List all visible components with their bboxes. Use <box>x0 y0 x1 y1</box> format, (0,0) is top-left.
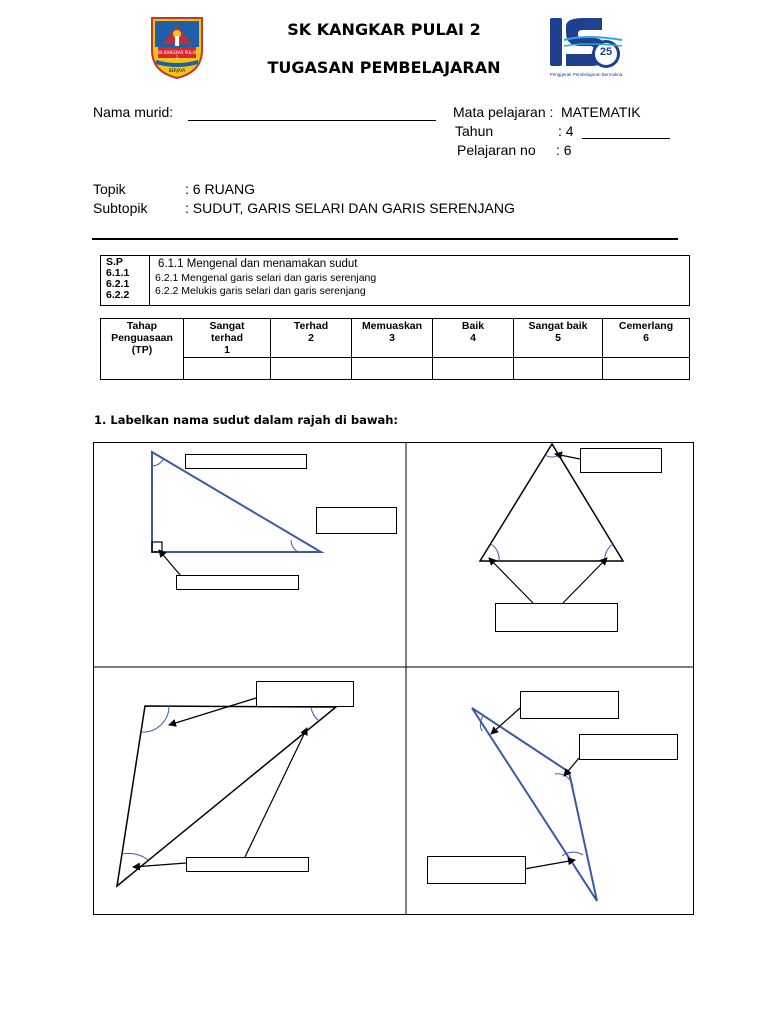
tp-level-2: Terhad 2 <box>271 319 352 358</box>
tp-level-5: Sangat baik 5 <box>514 319 603 358</box>
lesson-label: Pelajaran no <box>457 142 536 158</box>
subtopic-value: : SUDUT, GARIS SELARI DAN GARIS SERENJANG <box>185 200 515 216</box>
answer-box-1b-base[interactable] <box>495 603 618 632</box>
angle-arc-top-right <box>311 707 319 721</box>
sp-codes-cell: S.P 6.1.1 6.2.1 6.2.2 <box>101 256 150 306</box>
tp-level-6: Cemerlang 6 <box>603 319 690 358</box>
arrow-base-left <box>489 558 533 603</box>
tp-mark-5[interactable] <box>514 358 603 380</box>
topic-label: Topik <box>93 181 126 197</box>
lesson-value: : 6 <box>556 142 572 158</box>
answer-box-1d-middle[interactable] <box>579 734 678 760</box>
subject-label: Mata pelajaran : <box>453 104 554 120</box>
year-input-line[interactable] <box>582 138 670 139</box>
answer-box-1c-top[interactable] <box>256 681 354 707</box>
answer-box-1d-top[interactable] <box>520 691 619 719</box>
name-input-line[interactable] <box>188 120 436 121</box>
arrow-top-left <box>169 698 256 725</box>
arrow-base-right <box>563 558 607 603</box>
tp-mark-2[interactable] <box>271 358 352 380</box>
angle-arc-apex <box>545 455 559 457</box>
ppb-25-logo: 25 Penggerak Pembelajaran Bermakna <box>546 16 626 82</box>
tp-mark-3[interactable] <box>352 358 433 380</box>
section-divider <box>92 238 678 240</box>
arrow-top-right <box>245 728 307 857</box>
right-angle-marker <box>152 542 162 552</box>
arrow-bottom <box>133 863 186 867</box>
tp-mark-6[interactable] <box>603 358 690 380</box>
tp-level-3: Memuaskan 3 <box>352 319 433 358</box>
arrow-bottom <box>524 860 575 869</box>
answer-box-1a-top[interactable] <box>185 454 307 469</box>
year-value: : 4 <box>558 123 574 139</box>
sheet-title: TUGASAN PEMBELAJARAN <box>267 58 501 77</box>
year-label: Tahun <box>455 123 494 139</box>
answer-box-1c-bottom[interactable] <box>186 857 309 872</box>
name-label: Nama murid: <box>93 104 174 120</box>
tp-header-cell: Tahap Penguasaan (TP) <box>101 319 184 380</box>
sp-items-cell: 6.1.1 Mengenal dan menamakan sudut 6.2.1 Mengenal garis selari dan garis serenjang 6.2.2 Melukis garis selari dan garis serenjang <box>150 256 690 306</box>
topic-value: : 6 RUANG <box>185 181 256 197</box>
right-triangle <box>152 452 321 582</box>
subtopic-label: Subtopik <box>93 200 148 216</box>
question-1-title: 1. Labelkan nama sudut dalam rajah di bawah: <box>94 413 399 427</box>
tp-mark-1[interactable] <box>184 358 271 380</box>
sp-standards-table <box>100 255 690 306</box>
angle-arc-top-left <box>141 706 169 732</box>
tp-level-1: Sangat terhad 1 <box>184 319 271 358</box>
answer-box-1a-bottom[interactable] <box>176 575 299 590</box>
tp-level-4: Baik 4 <box>433 319 514 358</box>
arrow-middle <box>564 758 579 776</box>
angle-arc-right <box>291 540 298 552</box>
school-name: SK KANGKAR PULAI 2 <box>287 20 481 39</box>
subject-value: MATEMATIK <box>561 104 641 120</box>
angle-arc-left <box>491 544 499 561</box>
answer-box-1a-right[interactable] <box>316 507 397 534</box>
answer-box-1d-bottom[interactable] <box>427 856 526 884</box>
tp-mastery-table <box>100 318 690 380</box>
tp-mark-4[interactable] <box>433 358 514 380</box>
angle-arc-bottom <box>122 853 148 860</box>
answer-box-1b-apex[interactable] <box>580 448 662 473</box>
school-crest-logo: SK KANGKAR PULAI 2 BERJAYA <box>148 14 206 80</box>
angle-arc-top <box>152 458 164 466</box>
